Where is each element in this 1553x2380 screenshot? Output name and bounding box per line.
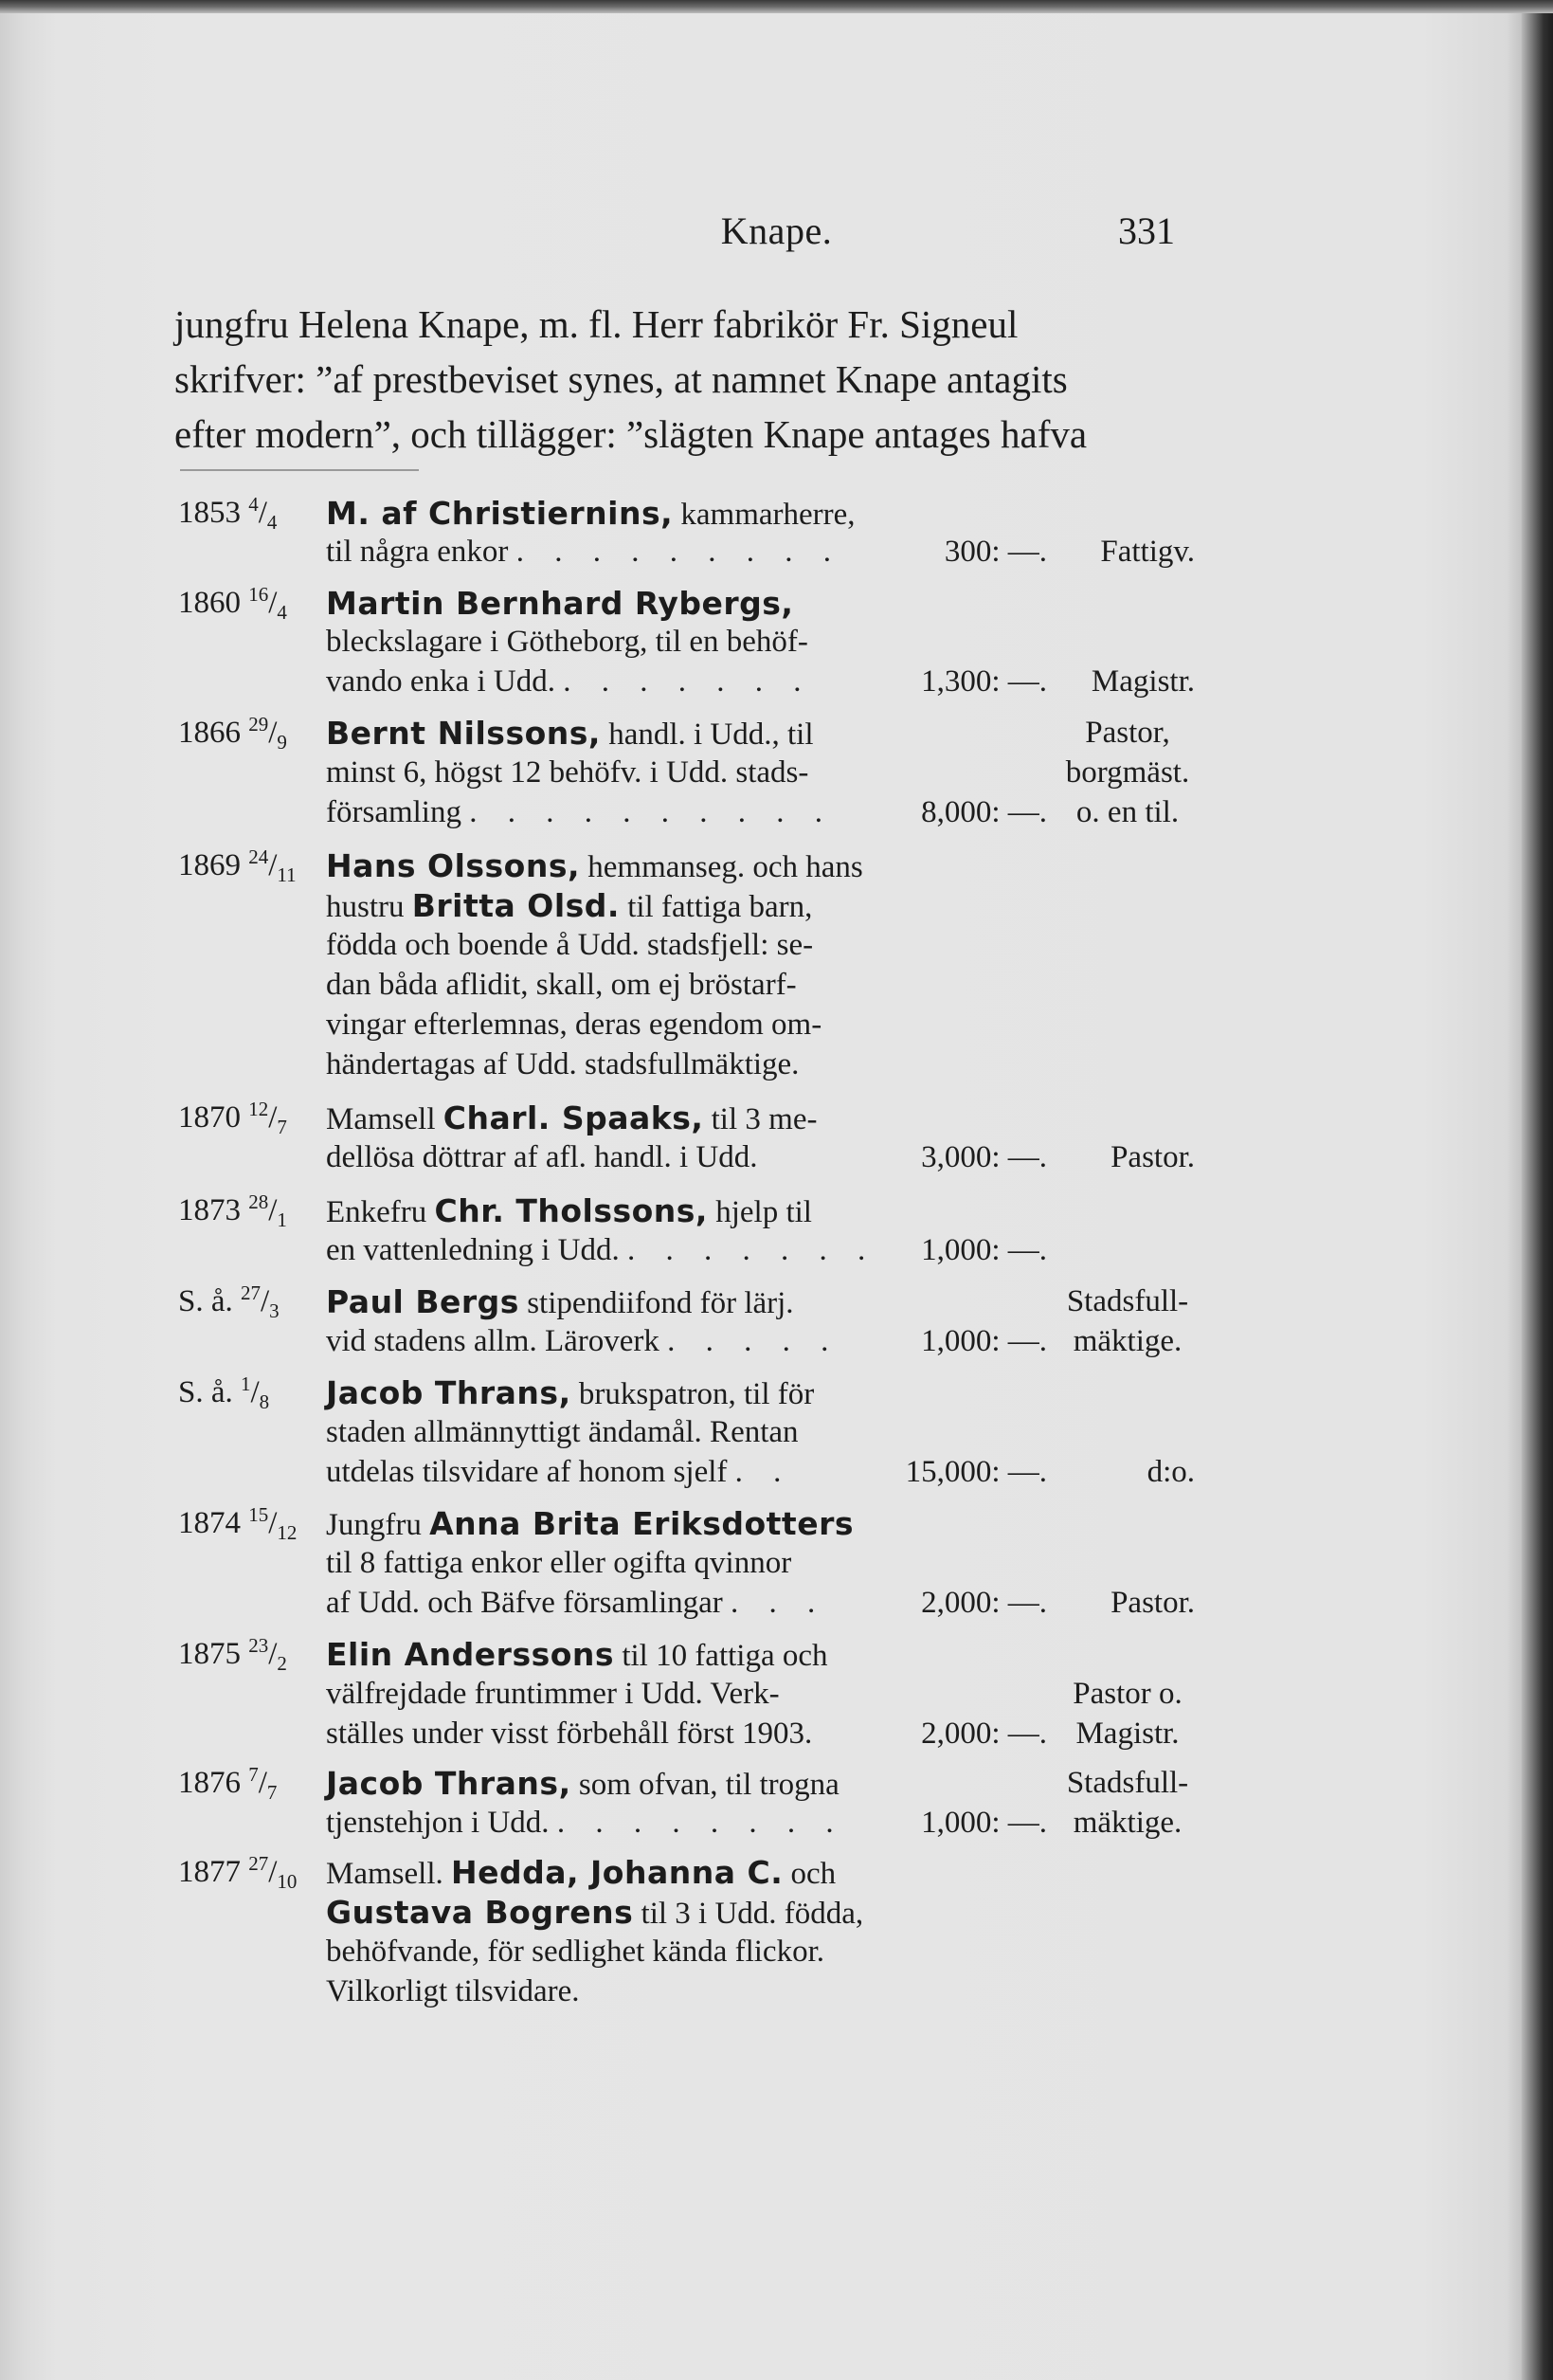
entry-line: vid stadens allm. Läroverk . . . . . xyxy=(326,1324,840,1358)
running-title: Knape. xyxy=(720,209,833,252)
entry-date: 1874 $^{15}/_{12}$ xyxy=(178,1503,298,1544)
entry-line: til 8 fattiga enkor eller ogifta qvinnor xyxy=(326,1546,792,1580)
entry-date: 1876 $^7/_7$ xyxy=(178,1763,278,1804)
entry-date: S. å. $^{27}/_3$ xyxy=(178,1281,280,1322)
entry-line: Vilkorligt tilsvidare. xyxy=(326,1974,580,2008)
recipient: borgmäst. xyxy=(1065,755,1190,790)
entry-line: dellösa döttrar af afl. handl. i Udd. xyxy=(326,1140,758,1174)
donation-amount: 1,000: —. xyxy=(921,1806,1047,1840)
entry-date: 1866 $^{29}/_9$ xyxy=(178,713,287,754)
entry-line: vando enka i Udd. . . . . . . . xyxy=(326,664,813,699)
entry-line: Mamsell. Hedda, Johanna C. och xyxy=(326,1854,837,1891)
page-number: 331 xyxy=(1118,209,1175,252)
entry-date: 1877 $^{27}/_{10}$ xyxy=(178,1852,298,1893)
recipient: Pastor. xyxy=(1111,1586,1195,1620)
donor-name: Britta Olsd. xyxy=(411,887,620,924)
entry-line xyxy=(326,585,794,622)
entry-line: Jacob Thrans, brukspatron, til för xyxy=(326,1374,815,1411)
entry-line: födda och boende å Udd. stadsfjell: se- xyxy=(326,928,814,962)
donor-name: Gustava Bogrens xyxy=(326,1894,634,1931)
entry-line: Gustava Bogrens til 3 i Udd. födda, xyxy=(326,1894,864,1931)
donation-amount: 15,000: —. xyxy=(905,1455,1047,1489)
donor-name: Hedda, Johanna C. xyxy=(450,1854,784,1891)
recipient: mäktige. xyxy=(1073,1806,1183,1840)
entry-line: Hans Olssons, hemmanseg. och hans xyxy=(326,847,863,884)
intro-line: skrifver: ”af prestbeviset synes, at namnet Knape antagits xyxy=(174,357,1068,401)
entry-date: S. å. $^1/_8$ xyxy=(178,1372,270,1413)
recipient: Pastor. xyxy=(1111,1140,1195,1174)
donation-amount: 2,000: —. xyxy=(921,1586,1047,1620)
donation-amount: 1,000: —. xyxy=(921,1233,1047,1267)
entry-line: staden allmännyttigt ändamål. Rentan xyxy=(326,1415,799,1449)
entry-line: Paul Bergs stipendiifond för lärj. xyxy=(326,1283,794,1320)
entry-line: af Udd. och Bäfve församlingar . . . xyxy=(326,1586,827,1620)
entry-line: til några enkor . . . . . . . . . xyxy=(326,535,842,569)
recipient: Magistr. xyxy=(1091,664,1195,699)
entry-date: 1853 $^4/_4$ xyxy=(178,493,278,534)
donation-amount: 1,300: —. xyxy=(921,664,1047,699)
donor-name: Charl. Spaaks, xyxy=(442,1099,704,1136)
donor-name: Paul Bergs xyxy=(326,1283,519,1320)
entry-line: dan båda aflidit, skall, om ej bröstarf- xyxy=(326,968,797,1002)
entry-date: 1875 $^{23}/_2$ xyxy=(178,1634,287,1675)
entry-line: utdelas tilsvidare af honom sjelf . . xyxy=(326,1455,793,1489)
recipient: Fattigv. xyxy=(1100,535,1195,569)
donation-amount: 8,000: —. xyxy=(921,795,1047,829)
entry-line: M. af Christiernins, kammarherre, xyxy=(326,495,856,532)
entry-line: välfrejdade fruntimmer i Udd. Verk- xyxy=(326,1677,780,1711)
entry-line: en vattenledning i Udd. . . . . . . . xyxy=(326,1233,877,1267)
donor-name: Bernt Nilssons, xyxy=(326,715,601,752)
donor-name: M. af Christiernins, xyxy=(326,495,674,532)
entry-line: vingar efterlemnas, deras egendom om- xyxy=(326,1008,822,1042)
scan-right-edge xyxy=(1522,13,1553,2380)
entry-line: Jungfru Anna Brita Eriksdotters xyxy=(326,1505,854,1542)
donor-name: Jacob Thrans, xyxy=(326,1374,571,1411)
entry-date: 1873 $^{28}/_1$ xyxy=(178,1190,287,1231)
entry-line: Mamsell Charl. Spaaks, til 3 me- xyxy=(326,1099,818,1136)
intro-line: jungfru Helena Knape, m. fl. Herr fabrikör Fr. Signeul xyxy=(174,302,1019,346)
donation-amount: 2,000: —. xyxy=(921,1717,1047,1751)
entry-line: hustru Britta Olsd. til fattiga barn, xyxy=(326,887,813,924)
donation-amount: 300: —. xyxy=(944,535,1047,569)
entry-line: bleckslagare i Götheborg, til en behöf- xyxy=(326,625,808,659)
donation-amount: 3,000: —. xyxy=(921,1140,1047,1174)
entry-line: församling . . . . . . . . . . xyxy=(326,795,834,829)
donor-name: Martin Bernhard Rybergs, xyxy=(326,585,794,622)
entry-line: Bernt Nilssons, handl. i Udd., til xyxy=(326,715,814,752)
donor-name: Jacob Thrans, xyxy=(326,1765,571,1802)
recipient: mäktige. xyxy=(1073,1324,1183,1358)
donor-name: Elin Anderssons xyxy=(326,1636,615,1673)
scan-top-edge xyxy=(0,0,1553,13)
entry-line: Jacob Thrans, som ofvan, til trogna xyxy=(326,1765,840,1802)
entry-line: behöfvande, för sedlighet kända flickor. xyxy=(326,1935,824,1969)
recipient: o. en til. xyxy=(1075,795,1180,829)
entry-line: minst 6, högst 12 behöfv. i Udd. stads- xyxy=(326,755,809,790)
entry-line: Enkefru Chr. Tholssons, hjelp til xyxy=(326,1192,812,1229)
recipient: Stadsfull- xyxy=(1066,1766,1189,1800)
recipient: Pastor o. xyxy=(1073,1677,1183,1711)
entry-line: Elin Anderssons til 10 fattiga och xyxy=(326,1636,828,1673)
section-rule xyxy=(180,469,419,471)
intro-line: efter modern”, och tillägger: ”slägten Knape antages hafva xyxy=(174,412,1088,456)
entry-date: 1870 $^{12}/_7$ xyxy=(178,1098,287,1138)
recipient: Magistr. xyxy=(1075,1717,1180,1751)
donor-name: Hans Olssons, xyxy=(326,847,581,884)
donation-amount: 1,000: —. xyxy=(921,1324,1047,1358)
recipient: d:o. xyxy=(1147,1455,1195,1489)
recipient: Stadsfull- xyxy=(1066,1284,1189,1318)
entry-date: 1860 $^{16}/_4$ xyxy=(178,583,287,624)
donor-name: Chr. Tholssons, xyxy=(434,1192,708,1229)
entry-line: händertagas af Udd. stadsfullmäktige. xyxy=(326,1047,800,1081)
entry-line: ställes under visst förbehåll först 1903. xyxy=(326,1717,813,1751)
entry-date: 1869 $^{24}/_{11}$ xyxy=(178,845,297,886)
entry-line: tjenstehjon i Udd. . . . . . . . . xyxy=(326,1806,845,1840)
donor-name: Anna Brita Eriksdotters xyxy=(429,1505,854,1542)
recipient: Pastor, xyxy=(1085,716,1170,750)
